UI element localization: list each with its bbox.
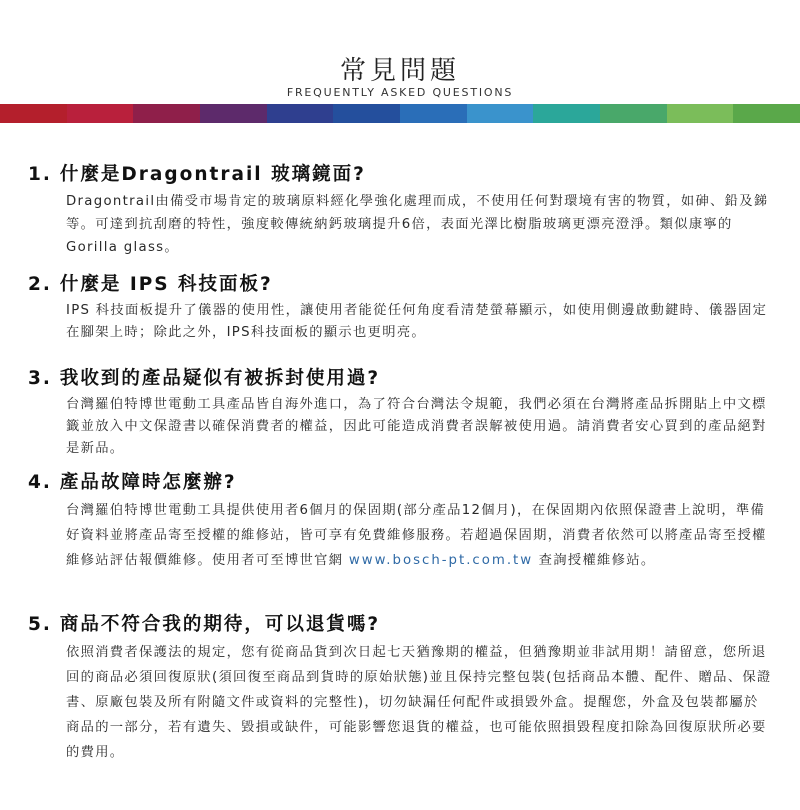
faq-item-5 [28, 610, 773, 765]
faq-question [28, 364, 773, 390]
color-band-segment [467, 104, 534, 123]
color-band-segment [667, 104, 734, 123]
color-band-segment [267, 104, 334, 123]
color-band [0, 104, 800, 123]
faq-question [28, 468, 773, 494]
faq-question [28, 610, 773, 636]
faq-question-text: 什麼是Dragontrail 玻璃鏡面? [59, 164, 366, 185]
faq-number: 1. [28, 164, 52, 185]
faq-item-2 [28, 270, 773, 344]
faq-question [28, 160, 773, 186]
page-subtitle: FREQUENTLY ASKED QUESTIONS [286, 86, 514, 99]
faq-answer-text: 台灣羅伯特博世電動工具提供使用者6個月的保固期(部分產品12個月)，在保固期內依照保證書上說明，準備好資料並將產品寄至授權的維修站，皆可享有免費維修服務。若超過保固期，消費者依然可以將產品寄至授權維修站評估報價維修。使用者可至博世官網 [66, 503, 767, 568]
color-band-segment [733, 104, 800, 123]
faq-question-text: 什麼是 IPS 科技面板? [59, 274, 273, 295]
color-band-segment [0, 104, 67, 123]
color-band-segment [333, 104, 400, 123]
faq-answer: 依照消費者保護法的規定，您有從商品貨到次日起七天猶豫期的權益，但猶豫期並非試用期！請留意，您所退回的商品必須回復原狀(須回復至商品到貨時的原始狀態)並且保持完整包裝(包括商品本體、配件、贈品、保證書、原廠包裝及所有附隨文件或資料的完整性)，切勿缺漏任何配件或損毀外盒。提醒您，外盒及包裝都屬於商品的一部分，若有遺失、毀損或缺件，可能影響您退貨的權益，也可能依照損毀程度扣除為回復原狀所必要的費用。 [66, 645, 772, 760]
faq-answer: IPS 科技面板提升了儀器的使用性，讓使用者能從任何角度看清楚螢幕顯示，如使用側邊啟動鍵時、儀器固定在腳架上時；除此之外，IPS科技面板的顯示也更明亮。 [66, 303, 768, 340]
color-band-segment [533, 104, 600, 123]
faq-question-text: 我收到的產品疑似有被拆封使用過? [59, 368, 381, 389]
faq-answer [66, 498, 773, 573]
faq-number: 3. [28, 368, 52, 389]
color-band-segment [67, 104, 134, 123]
faq-item-3 [28, 364, 773, 460]
faq-answer: Dragontrail由備受市場肯定的玻璃原料經化學強化處理而成，不使用任何對環境有害的物質，如砷、鉛及銻等。可達到抗刮磨的特性，強度較傳統納鈣玻璃提升6倍，表面光澤比樹脂玻璃更漂亮澄淨。類似康寧的Gorilla glass。 [66, 194, 769, 255]
bosch-website-link[interactable]: www.bosch-pt.com.tw [348, 553, 534, 568]
faq-item-1 [28, 160, 773, 259]
faq-number: 4. [28, 472, 52, 493]
faq-answer-text: 查詢授權維修站。 [533, 553, 656, 568]
faq-question-text: 產品故障時怎麼辦? [59, 472, 237, 493]
page-title: 常見問題 [339, 56, 460, 86]
color-band-segment [600, 104, 667, 123]
faq-number: 2. [28, 274, 52, 295]
faq-question-text: 商品不符合我的期待，可以退貨嗎? [59, 614, 381, 635]
color-band-segment [133, 104, 200, 123]
faq-question [28, 270, 773, 296]
color-band-segment [400, 104, 467, 123]
faq-number: 5. [28, 614, 52, 635]
color-band-segment [200, 104, 267, 123]
faq-answer: 台灣羅伯特博世電動工具產品皆自海外進口，為了符合台灣法令規範，我們必須在台灣將產品拆開貼上中文標籤並放入中文保證書以確保消費者的權益，因此可能造成消費者誤解被使用過。請消費者安心買到的產品絕對是新品。 [66, 397, 767, 456]
faq-item-4 [28, 468, 773, 573]
